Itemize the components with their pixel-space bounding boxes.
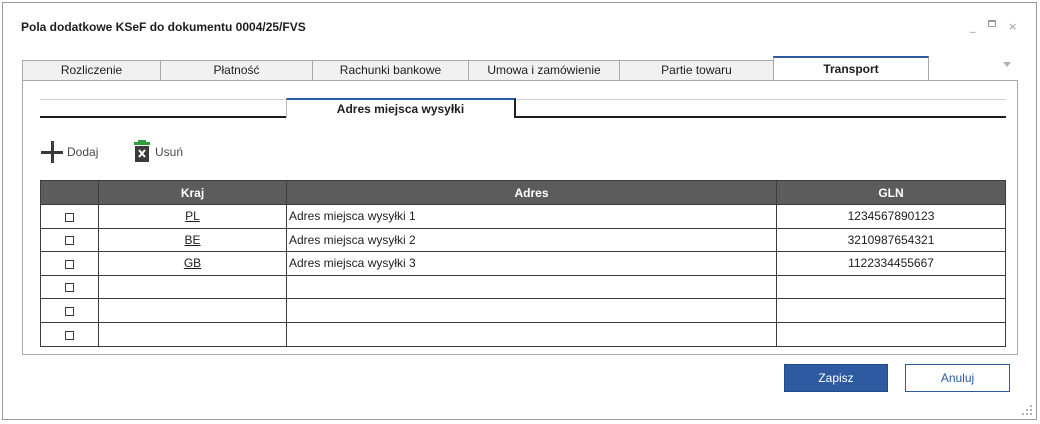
row-checkbox[interactable] — [65, 260, 74, 269]
address-table — [40, 180, 1006, 347]
remove-button[interactable] — [133, 140, 183, 164]
kraj-cell[interactable]: PL — [99, 205, 287, 229]
remove-button-label: Usuń — [155, 145, 184, 159]
tab-bar — [22, 59, 1018, 81]
row-checkbox[interactable] — [65, 331, 74, 340]
adres-cell[interactable]: Adres miejsca wysyłki 3 — [287, 252, 777, 276]
column-header-kraj[interactable]: Kraj — [99, 181, 287, 205]
column-header-select[interactable] — [41, 181, 99, 205]
table-header-row — [41, 181, 1006, 205]
table-row[interactable] — [41, 205, 1006, 229]
gln-cell[interactable]: 1234567890123 — [777, 205, 1006, 229]
kraj-cell[interactable]: GB — [99, 252, 287, 276]
table-row[interactable] — [41, 252, 1006, 276]
trash-icon — [133, 140, 151, 165]
row-checkbox[interactable] — [65, 307, 74, 316]
gln-cell[interactable] — [777, 299, 1006, 323]
dialog-title: Pola dodatkowe KSeF do dokumentu 0004/25/FVS — [21, 20, 306, 34]
save-button[interactable]: Zapisz — [784, 364, 888, 392]
maximize-button[interactable] — [988, 20, 996, 27]
transport-panel — [22, 80, 1018, 355]
row-checkbox[interactable] — [65, 236, 74, 245]
kraj-cell[interactable] — [99, 275, 287, 299]
subtab-underline-right — [514, 116, 1006, 118]
cancel-button[interactable]: Anuluj — [905, 364, 1010, 392]
table-row[interactable] — [41, 275, 1006, 299]
table-row[interactable] — [41, 228, 1006, 252]
subtab-divider — [40, 99, 1006, 100]
kraj-cell[interactable] — [99, 299, 287, 323]
plus-icon — [41, 141, 63, 163]
minimize-button[interactable]: _ — [970, 20, 976, 33]
tab-rachunki-bankowe[interactable]: Rachunki bankowe — [312, 60, 469, 80]
gln-cell[interactable]: 3210987654321 — [777, 228, 1006, 252]
close-button[interactable]: × — [1008, 20, 1018, 33]
column-header-adres[interactable]: Adres — [287, 181, 777, 205]
adres-cell[interactable] — [287, 322, 777, 346]
table-row[interactable] — [41, 299, 1006, 323]
kraj-cell[interactable] — [99, 322, 287, 346]
tab-overflow-chevron-down-icon[interactable] — [1003, 62, 1011, 67]
row-checkbox[interactable] — [65, 213, 74, 222]
column-header-gln[interactable]: GLN — [777, 181, 1006, 205]
tab-transport[interactable]: Transport — [773, 56, 929, 81]
add-button-label: Dodaj — [67, 145, 99, 159]
adres-cell[interactable] — [287, 275, 777, 299]
gln-cell[interactable]: 1122334455667 — [777, 252, 1006, 276]
tab-rozliczenie[interactable]: Rozliczenie — [22, 60, 161, 80]
adres-cell[interactable]: Adres miejsca wysyłki 2 — [287, 228, 777, 252]
subtab-adres-miejsca-wysylki[interactable]: Adres miejsca wysyłki — [286, 98, 516, 118]
tab-umowa-i-zamowienie[interactable]: Umowa i zamówienie — [468, 60, 620, 80]
add-button[interactable] — [41, 140, 98, 164]
gln-cell[interactable] — [777, 322, 1006, 346]
kraj-cell[interactable]: BE — [99, 228, 287, 252]
gln-cell[interactable] — [777, 275, 1006, 299]
adres-cell[interactable]: Adres miejsca wysyłki 1 — [287, 205, 777, 229]
subtab-underline-left — [40, 116, 289, 118]
tab-platnosc[interactable]: Płatność — [160, 60, 313, 80]
adres-cell[interactable] — [287, 299, 777, 323]
tab-partie-towaru[interactable]: Partie towaru — [619, 60, 774, 80]
resize-grip-icon[interactable] — [1022, 405, 1032, 415]
row-checkbox[interactable] — [65, 283, 74, 292]
table-row[interactable] — [41, 322, 1006, 346]
